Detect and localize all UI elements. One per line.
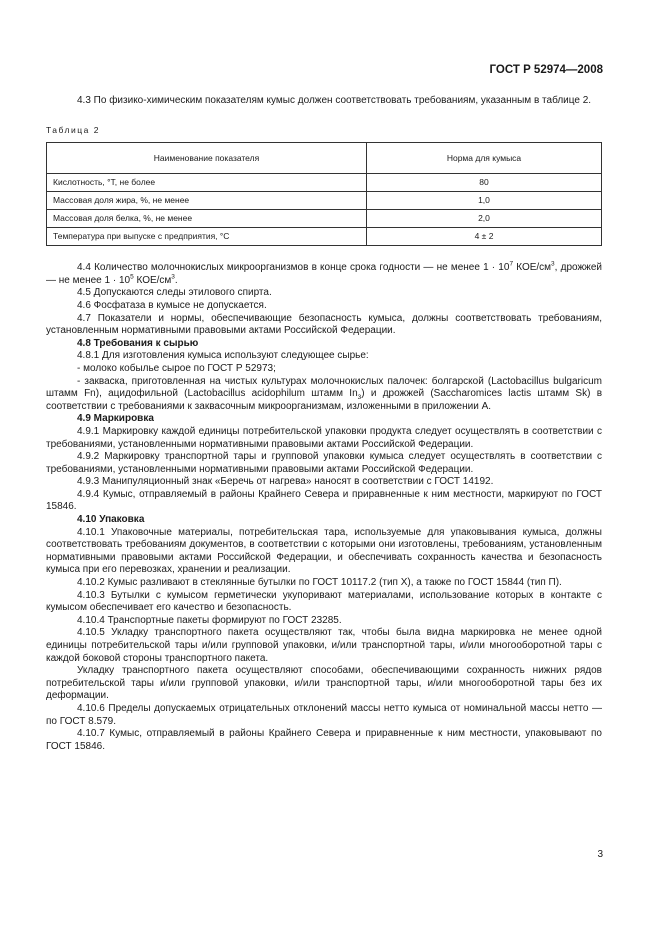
para-4-10-2: 4.10.2 Кумыс разливают в стеклянные бутылки по ГОСТ 10117.2 (тип X), а также по ГОСТ 15844 (тип П).: [77, 577, 562, 589]
para-4-10-6: 4.10.6 Пределы допускаемых отрицательных отклонений массы нетто кумыса от номинальной массы нетто — по ГОСТ 8.579.: [46, 702, 602, 727]
para-4-8-1: 4.8.1 Для изготовления кумыса используют следующее сырье:: [77, 350, 369, 362]
table-row: [47, 228, 602, 246]
row-value: 1,0: [367, 192, 602, 210]
exponent: 3: [171, 273, 175, 281]
row-value: 2,0: [367, 210, 602, 228]
section-heading-4-9: 4.9 Маркировка: [77, 413, 154, 425]
para-4-9-4: 4.9.4 Кумыс, отправляемый в районы Крайнего Севера и приравненные к ним местности, маркируют по ГОСТ 15846.: [46, 488, 602, 513]
row-label: Массовая доля жира, %, не менее: [47, 192, 367, 210]
row-value: 80: [367, 174, 602, 192]
para-4-3: 4.3 По физико-химическим показателям кумыс должен соответствовать требованиям, указанным в таблице 2.: [77, 95, 592, 106]
row-label: Массовая доля белка, %, не менее: [47, 210, 367, 228]
exponent: 7: [509, 260, 514, 268]
exponent: 5: [130, 273, 134, 281]
para-4-10-5: 4.10.5 Укладку транспортного пакета осуществляют так, чтобы была видна маркировка не менее одной единицы потребительской тары и/или групповой упаковки, и/или транспортной тары, и/или многооборотной тары с каждой боковой стороны транспортного пакета.: [46, 627, 602, 664]
row-label: Температура при выпуске с предприятия, °С: [47, 228, 367, 246]
para-4-4-text-e: .: [174, 274, 178, 286]
para-4-4: [46, 262, 602, 287]
row-label: Кислотность, °Т, не более: [47, 174, 367, 192]
column-header-indicator: Наименование показателя: [47, 143, 367, 174]
subscript: 3: [357, 394, 362, 402]
para-4-4-text-c: , дрожжей — не менее 1 · 10: [46, 262, 602, 286]
para-4-10-7: 4.10.7 Кумыс, отправляемый в районы Крайнего Севера и приравненные к ним местности, упаковывают по ГОСТ 15846.: [46, 728, 602, 752]
column-header-norm: Норма для кумыса: [367, 143, 602, 174]
para-4-6: 4.6 Фосфатаза в кумысе не допускается.: [77, 299, 267, 311]
para-4-4-text-a: 4.4 Количество молочнокислых микроорганизмов в конце срока годности — не менее 1 · 10: [77, 262, 510, 274]
para-4-10-5-continued: Укладку транспортного пакета осуществляют способами, обеспечивающими сохранность нижних рядов потребительской тары и/или групповой упаковки, и/или транспортной тары, и/или многооборотной тары без их деформации.: [46, 665, 602, 702]
table-row: [47, 210, 602, 228]
para-4-5: 4.5 Допускаются следы этилового спирта.: [77, 287, 272, 299]
para-4-9-2: 4.9.2 Маркировку транспортной тары и групповой упаковки кумыса следует осуществлять в соответствии с требованиями, установленными нормативными правовыми актами Российской Федерации.: [46, 451, 602, 475]
para-4-4-text-b: КОЕ/см: [513, 262, 552, 274]
para-4-10-1: 4.10.1 Упаковочные материалы, потребительская тара, используемые для упаковывания кумыса, должны соответствовать требованиям документов, в соответствии с которыми они изготовлены, требованиям, установленным нормативными правовыми актами Российской Федерации, и обеспечивать сохранность качества и безопасность кумыса при его перевозках, хранении и реализации.: [46, 526, 602, 576]
para-4-8-1-item-milk: - молоко кобылье сырое по ГОСТ Р 52973;: [77, 362, 276, 374]
section-heading-4-10: 4.10 Упаковка: [77, 514, 145, 526]
table-header-row: [47, 143, 602, 174]
document-id: ГОСТ Р 52974—2008: [489, 64, 603, 76]
page-number: 3: [597, 849, 603, 860]
starter-text-a: - закваска, приготовленная на чистых культурах молочнокислых палочек: болгарской (Lactobacillus bulgaricum штамм Fn), ацидофильной (Lactobacillus acidophilum штамм In: [46, 375, 602, 400]
table-row: [47, 174, 602, 192]
exponent: 3: [551, 260, 555, 268]
para-4-9-1: 4.9.1 Маркировку каждой единицы потребительской упаковки продукта следует осуществлять в соответствии с требованиями, установленными нормативными правовыми актами Российской Федерации.: [46, 425, 602, 450]
table-caption: Таблица 2: [46, 124, 100, 135]
para-4-8-1-item-starter: [46, 376, 602, 414]
table-2: [46, 142, 602, 246]
para-4-10-4: 4.10.4 Транспортные пакеты формируют по ГОСТ 23285.: [77, 614, 342, 626]
para-4-10-3: 4.10.3 Бутылки с кумысом герметически укупоривают материалами, использование которых в контакте с кумысом обеспечивает его качество и безопасность.: [46, 589, 602, 614]
starter-text-b: ) и дрожжей (Saccharomices lactis штамм Sk) в соответствии с требованиями к заквасочным микроорганизмам, изложенными в приложении А.: [46, 388, 603, 412]
para-4-4-text-d: КОЕ/см: [133, 274, 172, 286]
section-heading-4-8: 4.8 Требования к сырью: [77, 337, 199, 349]
para-4-9-3: 4.9.3 Манипуляционный знак «Беречь от нагрева» наносят в соответствии с ГОСТ 14192.: [77, 476, 494, 488]
page-body: [46, 95, 602, 753]
table-row: [47, 192, 602, 210]
row-value: 4 ± 2: [367, 228, 602, 246]
para-4-7: 4.7 Показатели и нормы, обеспечивающие безопасность кумыса, должны соответствовать требованиям, установленным нормативными правовыми актами Российской Федерации.: [46, 312, 602, 337]
